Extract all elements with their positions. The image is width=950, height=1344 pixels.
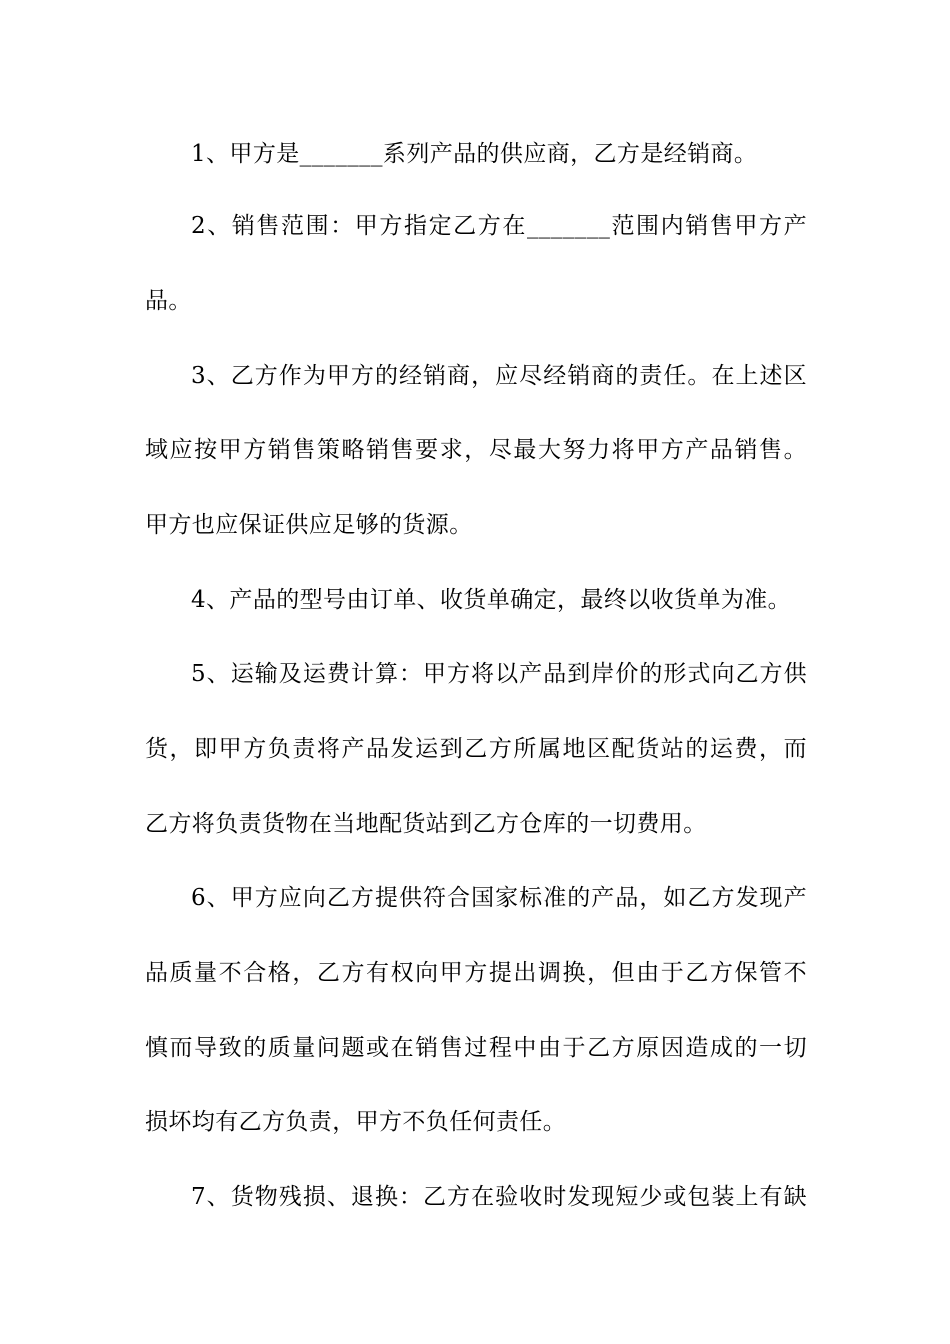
- clause-4-line-1: 4、产品的型号由订单、收货单确定，最终以收货单为准。: [191, 587, 792, 613]
- clause-5-line-2: 货，即甲方负责将产品发运到乙方所属地区配货站的运费，而: [145, 736, 807, 762]
- clause-3-line-3: 甲方也应保证供应足够的货源。: [145, 512, 473, 538]
- clause-6-line-4: 损坏均有乙方负责，甲方不负任何责任。: [145, 1109, 567, 1135]
- clause-5-line-1: 5、运输及运费计算：甲方将以产品到岸价的形式向乙方供: [191, 661, 807, 687]
- clause-3-line-2: 域应按甲方销售策略销售要求，尽最大努力将甲方产品销售。: [145, 437, 807, 463]
- clause-6-line-2: 品质量不合格，乙方有权向甲方提出调换，但由于乙方保管不: [145, 960, 807, 986]
- clause-6-line-3: 慎而导致的质量问题或在销售过程中由于乙方原因造成的一切: [145, 1035, 807, 1061]
- clause-1-line-1: 1、甲方是_______系列产品的供应商，乙方是经销商。: [191, 141, 758, 167]
- clause-3-line-1: 3、乙方作为甲方的经销商，应尽经销商的责任。在上述区: [191, 363, 807, 389]
- clause-6-line-1: 6、甲方应向乙方提供符合国家标准的产品，如乙方发现产: [191, 885, 807, 911]
- clause-2-line-1: 2、销售范围：甲方指定乙方在_______范围内销售甲方产: [191, 213, 807, 239]
- clause-5-line-3: 乙方将负责货物在当地配货站到乙方仓库的一切费用。: [145, 811, 707, 837]
- clause-7-line-1: 7、货物残损、退换：乙方在验收时发现短少或包装上有缺: [191, 1184, 807, 1210]
- clause-2-line-2: 品。: [145, 288, 192, 314]
